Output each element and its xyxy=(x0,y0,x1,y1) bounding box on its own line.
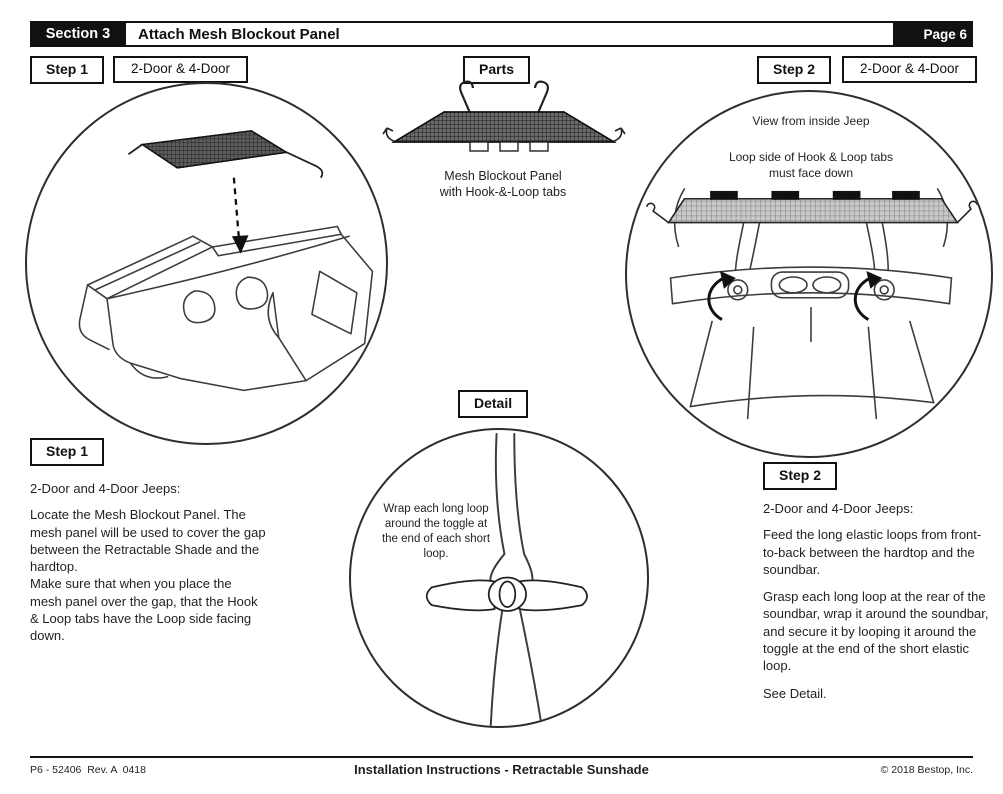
step2-doors-label: 2-Door & 4-Door xyxy=(842,56,977,83)
footer-part-number: P6 - 52406 Rev. A 0418 xyxy=(30,764,146,776)
placement-arrow xyxy=(232,178,249,254)
parts-badge: Parts xyxy=(463,56,530,84)
page-title: Attach Mesh Blockout Panel xyxy=(126,21,893,47)
step2-paragraph-2: Grasp each long loop at the rear of the soundbar, wrap it around the soundbar, and secure it by looping it around the toggle at the end of the short elastic loop. xyxy=(763,589,989,674)
section-label: Section 3 xyxy=(30,21,126,47)
parts-caption-line2: with Hook-&-Loop tabs xyxy=(439,185,567,200)
step1-badge-top: Step 1 xyxy=(30,56,104,84)
step1-doors-label: 2-Door & 4-Door xyxy=(113,56,248,83)
footer-divider xyxy=(30,756,973,758)
step2-paragraph-3: See Detail. xyxy=(763,685,827,701)
jeep-placement-illustration xyxy=(27,84,388,445)
loop-note: Loop side of Hook & Loop tabs must face down xyxy=(728,150,894,180)
interior-view-illustration xyxy=(627,92,993,458)
mesh-panel-parts-illustration xyxy=(382,80,626,176)
mesh-panel-top-view xyxy=(647,191,977,223)
step1-illustration-circle xyxy=(25,82,388,445)
step1-paragraph-1: Locate the Mesh Blockout Panel. The mesh panel will be used to cover the gap between the Retractable Shade and the hardtop. xyxy=(30,507,266,575)
detail-illustration-circle xyxy=(349,428,649,728)
view-note: View from inside Jeep xyxy=(752,114,870,128)
parts-caption xyxy=(388,168,618,201)
page-header xyxy=(30,21,973,47)
step2-text xyxy=(763,500,995,702)
detail-badge: Detail xyxy=(458,390,528,418)
step2-badge: Step 2 xyxy=(763,462,837,490)
step2-subheading: 2-Door and 4-Door Jeeps: xyxy=(763,501,914,516)
footer-copyright: © 2018 Bestop, Inc. xyxy=(880,764,973,776)
detail-note: Wrap each long loop around the toggle at the end of each short loop. xyxy=(381,503,491,560)
floating-mesh-panel xyxy=(128,131,322,178)
step1-text xyxy=(30,480,266,645)
page-number: Page 6 xyxy=(893,21,973,47)
parts-caption-line1: Mesh Blockout Panel xyxy=(444,169,562,183)
step2-illustration-circle xyxy=(625,90,993,458)
step1-badge: Step 1 xyxy=(30,438,104,466)
step1-subheading: 2-Door and 4-Door Jeeps: xyxy=(30,481,181,496)
step2-badge-top: Step 2 xyxy=(757,56,831,84)
step2-paragraph-1: Feed the long elastic loops from front-to-back between the hardtop and the soundbar. xyxy=(763,527,982,577)
mesh-panel-drawing xyxy=(382,80,626,176)
footer-title: Installation Instructions - Retractable Sunshade xyxy=(354,762,649,777)
step1-paragraph-2: Make sure that when you place the mesh panel over the gap, that the Hook & Loop tabs have the Loop side facing down. xyxy=(30,576,258,644)
toggle-detail-illustration xyxy=(351,430,649,728)
